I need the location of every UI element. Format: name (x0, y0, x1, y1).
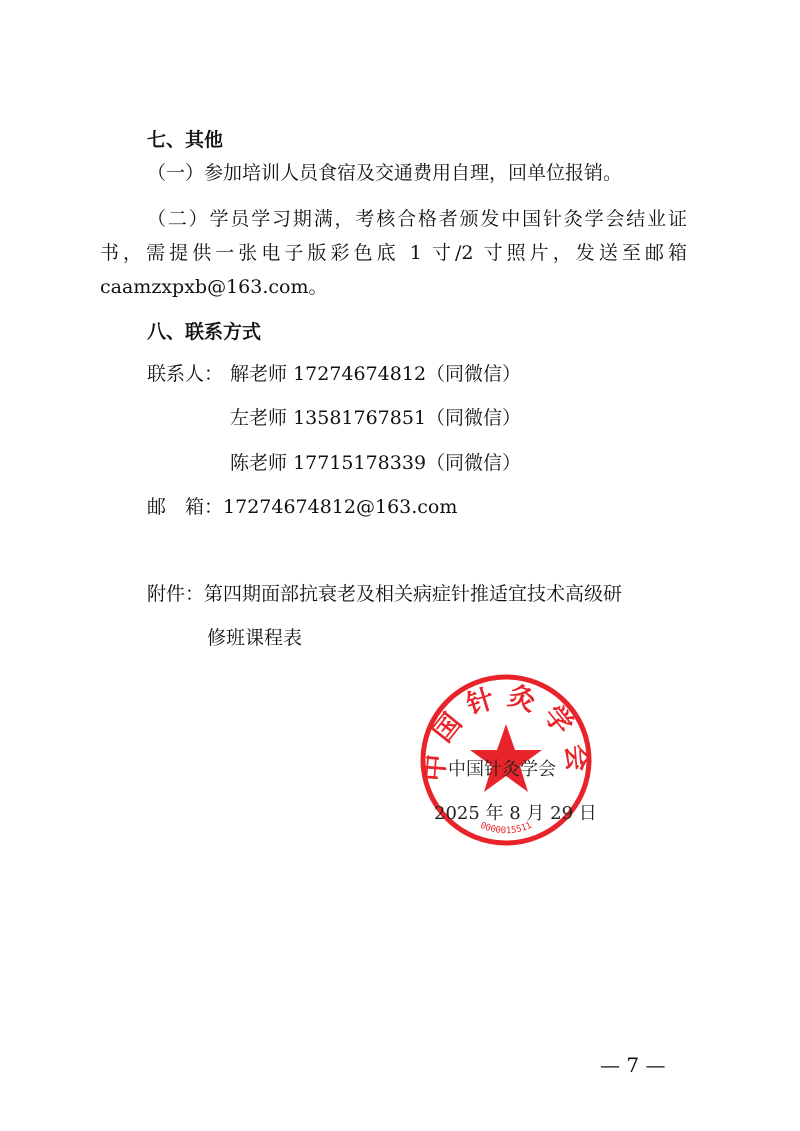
attachment-line-2: 修班课程表 (207, 627, 303, 649)
contacts-label: 联系人： (147, 363, 224, 385)
contact-name: 左老师 (230, 407, 288, 429)
contact-phone: 17715178339 (293, 452, 427, 474)
other-item-2-line-2: 书，需提供一张电子版彩色底 1 寸/2 寸照片，发送至邮箱 (100, 242, 687, 264)
email-label: 邮 箱： (147, 496, 224, 518)
attachment-label: 附件： (147, 583, 205, 605)
attachment-line-1 (147, 581, 622, 607)
email-address[interactable]: 17274674812@163.com (223, 496, 458, 518)
page-number: — 7 — (600, 1053, 666, 1077)
section-heading-other: 七、其他 (147, 129, 224, 151)
contact-row (230, 361, 521, 387)
signature-date: 2025 年 8 月 29 日 (434, 803, 597, 824)
contact-name: 陈老师 (230, 452, 288, 474)
contact-phone: 17274674812 (293, 363, 427, 385)
contact-row (230, 405, 521, 431)
contact-name: 解老师 (230, 363, 288, 385)
contact-note: （同微信） (426, 452, 522, 474)
contact-note: （同微信） (426, 363, 522, 385)
contact-note: （同微信） (426, 407, 522, 429)
contact-phone: 13581767851 (293, 407, 427, 429)
section-heading-contact: 八、联系方式 (147, 321, 262, 343)
other-item-2-line-1: （二）学员学习期满，考核合格者颁发中国针灸学会结业证 (147, 208, 687, 230)
signature-org: 中国针灸学会 (448, 759, 556, 780)
contact-row (230, 450, 521, 476)
email-row (147, 494, 457, 520)
seal-text: 中国针灸学会 (418, 680, 594, 783)
attachment-title: 第四期面部抗衰老及相关病症针推适宜技术高级研 (204, 583, 623, 605)
seal-serial: 0000015511 (478, 820, 534, 837)
other-item-2-line-3: caamzxpxb@163.com。 (100, 276, 328, 298)
other-item-1: （一）参加培训人员食宿及交通费用自理，回单位报销。 (147, 162, 623, 184)
